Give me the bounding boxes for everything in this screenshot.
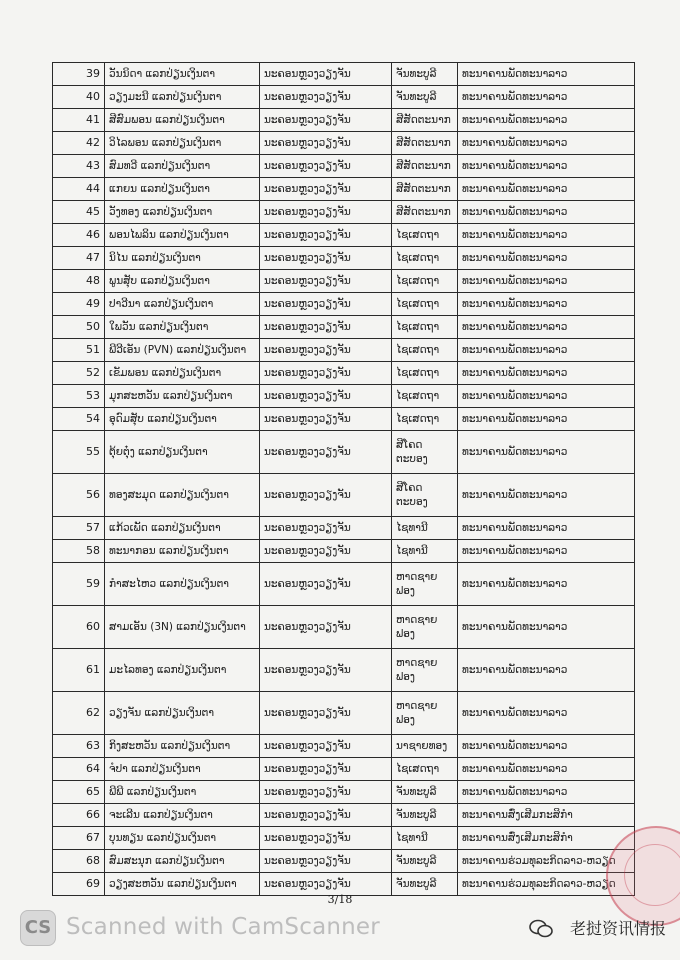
location-cell: ນະຄອນຫຼວງວຽງຈັນ — [260, 178, 392, 201]
bank-cell: ທະນາຄານພັດທະນາລາວ — [458, 155, 635, 178]
table-row — [53, 827, 635, 850]
row-number: 39 — [53, 63, 105, 86]
bank-cell: ທະນາຄານພັດທະນາລາວ — [458, 86, 635, 109]
district-cell — [392, 758, 458, 781]
location-cell: ນະຄອນຫຼວງວຽງຈັນ — [260, 109, 392, 132]
shop-name: ສົມສະນຸກ ແລກປ່ຽນເງິນຕາ — [105, 850, 260, 873]
shop-name: ທະນາກອນ ແລກປ່ຽນເງິນຕາ — [105, 540, 260, 563]
district-line: ໄຊເສດຖາ — [396, 344, 440, 356]
shop-name: ທອງສະມຸດ ແລກປ່ຽນເງິນຕາ — [105, 474, 260, 517]
district-cell — [392, 339, 458, 362]
shop-name: ພີພີ ແລກປ່ຽນເງິນຕາ — [105, 781, 260, 804]
bank-cell: ທະນາຄານພັດທະນາລາວ — [458, 339, 635, 362]
shop-name: ນິໄນ ແລກປ່ຽນເງິນຕາ — [105, 247, 260, 270]
district-line: ໄຊທານີ — [396, 832, 428, 844]
shop-name: ມະໄລທອງ ແລກປ່ຽນເງິນຕາ — [105, 649, 260, 692]
district-cell — [392, 649, 458, 692]
table-row — [53, 385, 635, 408]
district-cell — [392, 270, 458, 293]
bank-cell: ທະນາຄານພັດທະນາລາວ — [458, 606, 635, 649]
district-cell — [392, 850, 458, 873]
camscanner-logo-icon: CS — [20, 910, 56, 946]
district-line: ຈັນທະບູລີ — [396, 855, 437, 867]
district-cell — [392, 431, 458, 474]
district-line: ຫາດຊາຍ — [396, 700, 438, 712]
table-row — [53, 850, 635, 873]
district-cell — [392, 201, 458, 224]
location-cell: ນະຄອນຫຼວງວຽງຈັນ — [260, 339, 392, 362]
page-number: 3/18 — [327, 893, 353, 906]
location-cell: ນະຄອນຫຼວງວຽງຈັນ — [260, 362, 392, 385]
district-cell — [392, 692, 458, 735]
table-row — [53, 692, 635, 735]
shop-name: ກໍາສະໄຫວ ແລກປ່ຽນເງິນຕາ — [105, 563, 260, 606]
row-number: 56 — [53, 474, 105, 517]
row-number: 43 — [53, 155, 105, 178]
bank-cell: ທະນາຄານສົ່ງເສີມກະສິກໍາ — [458, 827, 635, 850]
district-cell — [392, 385, 458, 408]
location-cell: ນະຄອນຫຼວງວຽງຈັນ — [260, 247, 392, 270]
district-cell — [392, 63, 458, 86]
district-line: ສີສັດຕະນາກ — [396, 183, 451, 195]
district-line: ໄຊເສດຖາ — [396, 763, 440, 775]
district-line: ຈັນທະບູລີ — [396, 809, 437, 821]
district-line: ຫາດຊາຍ — [396, 614, 438, 626]
table-row — [53, 735, 635, 758]
district-line: ຈັນທະບູລີ — [396, 68, 437, 80]
bank-cell: ທະນາຄານພັດທະນາລາວ — [458, 431, 635, 474]
district-cell — [392, 804, 458, 827]
location-cell: ນະຄອນຫຼວງວຽງຈັນ — [260, 827, 392, 850]
district-cell — [392, 781, 458, 804]
table-row — [53, 362, 635, 385]
table-body — [53, 63, 635, 896]
bank-cell: ທະນາຄານພັດທະນາລາວ — [458, 781, 635, 804]
bank-cell: ທະນາຄານພັດທະນາລາວ — [458, 224, 635, 247]
shop-name: ພອນໄພລິນ ແລກປ່ຽນເງິນຕາ — [105, 224, 260, 247]
bank-cell: ທະນາຄານພັດທະນາລາວ — [458, 63, 635, 86]
table-row — [53, 316, 635, 339]
watermark-text: 老挝资讯情报 — [569, 919, 666, 938]
district-cell — [392, 517, 458, 540]
location-cell: ນະຄອນຫຼວງວຽງຈັນ — [260, 540, 392, 563]
table-row — [53, 63, 635, 86]
district-line: ຫາດຊາຍ — [396, 657, 438, 669]
bank-cell: ທະນາຄານພັດທະນາລາວ — [458, 293, 635, 316]
district-cell — [392, 474, 458, 517]
wechat-icon — [528, 918, 554, 940]
district-line: ນາຊາຍທອງ — [396, 740, 448, 752]
shop-name: ວຽງຈັນ ແລກປ່ຽນເງິນຕາ — [105, 692, 260, 735]
row-number: 52 — [53, 362, 105, 385]
district-cell — [392, 178, 458, 201]
location-cell: ນະຄອນຫຼວງວຽງຈັນ — [260, 201, 392, 224]
shop-name: ກິງສະຫວັນ ແລກປ່ຽນເງິນຕາ — [105, 735, 260, 758]
row-number: 62 — [53, 692, 105, 735]
shop-name: ຕຸ້ຍຕຸ໋ງ ແລກປ່ຽນເງິນຕາ — [105, 431, 260, 474]
district-line: ສີສັດຕະນາກ — [396, 114, 451, 126]
district-line: ໄຊເສດຖາ — [396, 252, 440, 264]
shop-name: ສາມເອັນ (3N) ແລກປ່ຽນເງິນຕາ — [105, 606, 260, 649]
district-line: ສີສັດຕະນາກ — [396, 137, 451, 149]
district-line: ໄຊເສດຖາ — [396, 413, 440, 425]
location-cell: ນະຄອນຫຼວງວຽງຈັນ — [260, 63, 392, 86]
location-cell: ນະຄອນຫຼວງວຽງຈັນ — [260, 293, 392, 316]
district-line: ສີໂຄດ — [396, 482, 423, 494]
district-cell — [392, 86, 458, 109]
district-line: ຫາດຊາຍ — [396, 571, 438, 583]
bank-cell: ທະນາຄານພັດທະນາລາວ — [458, 247, 635, 270]
row-number: 57 — [53, 517, 105, 540]
district-cell — [392, 827, 458, 850]
table-row — [53, 781, 635, 804]
table-row — [53, 109, 635, 132]
table-row — [53, 431, 635, 474]
district-line: ຕະບອງ — [396, 496, 428, 508]
row-number: 59 — [53, 563, 105, 606]
district-line: ໄຊເສດຖາ — [396, 390, 440, 402]
district-cell — [392, 362, 458, 385]
row-number: 66 — [53, 804, 105, 827]
table-row — [53, 517, 635, 540]
shop-name: ແກຍນ ແລກປ່ຽນເງິນຕາ — [105, 178, 260, 201]
district-line: ຟອງ — [396, 585, 415, 597]
location-cell: ນະຄອນຫຼວງວຽງຈັນ — [260, 873, 392, 896]
row-number: 45 — [53, 201, 105, 224]
shop-name: ວຽງສະຫວັນ ແລກປ່ຽນເງິນຕາ — [105, 873, 260, 896]
bank-cell: ທະນາຄານພັດທະນາລາວ — [458, 132, 635, 155]
bank-cell: ທະນາຄານພັດທະນາລາວ — [458, 735, 635, 758]
row-number: 40 — [53, 86, 105, 109]
district-line: ໄຊເສດຖາ — [396, 298, 440, 310]
location-cell: ນະຄອນຫຼວງວຽງຈັນ — [260, 132, 392, 155]
location-cell: ນະຄອນຫຼວງວຽງຈັນ — [260, 735, 392, 758]
district-line: ຟອງ — [396, 671, 415, 683]
district-line: ສີສັດຕະນາກ — [396, 206, 451, 218]
district-line: ໄຊເສດຖາ — [396, 275, 440, 287]
bank-cell: ທະນາຄານພັດທະນາລາວ — [458, 517, 635, 540]
row-number: 67 — [53, 827, 105, 850]
district-line: ໄຊເສດຖາ — [396, 229, 440, 241]
shop-name: ມຸກສະຫວັນ ແລກປ່ຽນເງິນຕາ — [105, 385, 260, 408]
row-number: 68 — [53, 850, 105, 873]
location-cell: ນະຄອນຫຼວງວຽງຈັນ — [260, 563, 392, 606]
bank-cell: ທະນາຄານພັດທະນາລາວ — [458, 270, 635, 293]
table-row — [53, 540, 635, 563]
shop-name: ປາວີນາ ແລກປ່ຽນເງິນຕາ — [105, 293, 260, 316]
shop-name: ພູນສຸັບ ແລກປ່ຽນເງິນຕາ — [105, 270, 260, 293]
row-number: 61 — [53, 649, 105, 692]
table-row — [53, 474, 635, 517]
table-row — [53, 132, 635, 155]
row-number: 65 — [53, 781, 105, 804]
table-row — [53, 86, 635, 109]
row-number: 50 — [53, 316, 105, 339]
scanned-with-text: Scanned with CamScanner — [66, 914, 380, 940]
location-cell: ນະຄອນຫຼວງວຽງຈັນ — [260, 692, 392, 735]
bank-cell: ທະນາຄານພັດທະນາລາວ — [458, 563, 635, 606]
district-cell — [392, 132, 458, 155]
bank-cell: ທະນາຄານພັດທະນາລາວ — [458, 178, 635, 201]
district-line: ສີໂຄດ — [396, 439, 423, 451]
scanner-footer — [0, 900, 680, 960]
row-number: 44 — [53, 178, 105, 201]
row-number: 53 — [53, 385, 105, 408]
district-line: ຈັນທະບູລີ — [396, 91, 437, 103]
shop-name: ວຽງມະນີ ແລກປ່ຽນເງິນຕາ — [105, 86, 260, 109]
bank-cell: ທະນາຄານພັດທະນາລາວ — [458, 201, 635, 224]
district-line: ຟອງ — [396, 714, 415, 726]
district-cell — [392, 155, 458, 178]
row-number: 69 — [53, 873, 105, 896]
table-row — [53, 247, 635, 270]
table-row — [53, 201, 635, 224]
district-line: ໄຊເສດຖາ — [396, 321, 440, 333]
district-line: ຟອງ — [396, 628, 415, 640]
table-row — [53, 293, 635, 316]
shop-name: ຈໍປາ ແລກປ່ຽນເງິນຕາ — [105, 758, 260, 781]
location-cell: ນະຄອນຫຼວງວຽງຈັນ — [260, 758, 392, 781]
district-line: ໄຊທານີ — [396, 545, 428, 557]
table-row — [53, 408, 635, 431]
row-number: 42 — [53, 132, 105, 155]
location-cell: ນະຄອນຫຼວງວຽງຈັນ — [260, 86, 392, 109]
district-cell — [392, 316, 458, 339]
district-line: ໄຊທານີ — [396, 522, 428, 534]
district-cell — [392, 735, 458, 758]
table-row — [53, 270, 635, 293]
location-cell: ນະຄອນຫຼວງວຽງຈັນ — [260, 155, 392, 178]
location-cell: ນະຄອນຫຼວງວຽງຈັນ — [260, 850, 392, 873]
location-cell: ນະຄອນຫຼວງວຽງຈັນ — [260, 649, 392, 692]
shop-name: ໃພວັນ ແລກປ່ຽນເງິນຕາ — [105, 316, 260, 339]
district-line: ຕະບອງ — [396, 453, 428, 465]
shop-name: ບຸນທຽນ ແລກປ່ຽນເງິນຕາ — [105, 827, 260, 850]
district-line: ຈັນທະບູລີ — [396, 786, 437, 798]
district-cell — [392, 563, 458, 606]
row-number: 51 — [53, 339, 105, 362]
row-number: 64 — [53, 758, 105, 781]
row-number: 55 — [53, 431, 105, 474]
table-row — [53, 758, 635, 781]
row-number: 60 — [53, 606, 105, 649]
district-line: ສີສັດຕະນາກ — [396, 160, 451, 172]
bank-cell: ທະນາຄານພັດທະນາລາວ — [458, 316, 635, 339]
bank-cell: ທະນາຄານສົ່ງເສີມກະສິກໍາ — [458, 804, 635, 827]
table-row — [53, 563, 635, 606]
bank-cell: ທະນາຄານພັດທະນາລາວ — [458, 362, 635, 385]
bank-cell: ທະນາຄານພັດທະນາລາວ — [458, 109, 635, 132]
location-cell: ນະຄອນຫຼວງວຽງຈັນ — [260, 781, 392, 804]
row-number: 41 — [53, 109, 105, 132]
shop-name: ເຂັມພອນ ແລກປ່ຽນເງິນຕາ — [105, 362, 260, 385]
location-cell: ນະຄອນຫຼວງວຽງຈັນ — [260, 270, 392, 293]
location-cell: ນະຄອນຫຼວງວຽງຈັນ — [260, 606, 392, 649]
bank-cell: ທະນາຄານຮ່ວມທຸລະກິດລາວ-ຫວຽດ — [458, 873, 635, 896]
shop-name: ສີສົມພອນ ແລກປ່ຽນເງິນຕາ — [105, 109, 260, 132]
district-cell — [392, 224, 458, 247]
row-number: 54 — [53, 408, 105, 431]
location-cell: ນະຄອນຫຼວງວຽງຈັນ — [260, 408, 392, 431]
district-cell — [392, 247, 458, 270]
location-cell: ນະຄອນຫຼວງວຽງຈັນ — [260, 316, 392, 339]
district-cell — [392, 408, 458, 431]
exchange-list-table — [52, 62, 635, 896]
bank-cell: ທະນາຄານພັດທະນາລາວ — [458, 540, 635, 563]
row-number: 47 — [53, 247, 105, 270]
table-row — [53, 649, 635, 692]
shop-name: ວັນນິດາ ແລກປ່ຽນເງິນຕາ — [105, 63, 260, 86]
district-cell — [392, 293, 458, 316]
location-cell: ນະຄອນຫຼວງວຽງຈັນ — [260, 474, 392, 517]
bank-cell: ທະນາຄານພັດທະນາລາວ — [458, 758, 635, 781]
bank-cell: ທະນາຄານຮ່ວມທຸລະກິດລາວ-ຫວຽດ — [458, 850, 635, 873]
bank-cell: ທະນາຄານພັດທະນາລາວ — [458, 474, 635, 517]
row-number: 49 — [53, 293, 105, 316]
table-row — [53, 178, 635, 201]
shop-name: ອຸດົມສຸັບ ແລກປ່ຽນເງິນຕາ — [105, 408, 260, 431]
row-number: 58 — [53, 540, 105, 563]
row-number: 63 — [53, 735, 105, 758]
table-row — [53, 339, 635, 362]
row-number: 46 — [53, 224, 105, 247]
district-line: ໄຊເສດຖາ — [396, 367, 440, 379]
district-cell — [392, 540, 458, 563]
location-cell: ນະຄອນຫຼວງວຽງຈັນ — [260, 385, 392, 408]
row-number: 48 — [53, 270, 105, 293]
shop-name: ສົມທວີ ແລກປ່ຽນເງິນຕາ — [105, 155, 260, 178]
location-cell: ນະຄອນຫຼວງວຽງຈັນ — [260, 517, 392, 540]
shop-name: ຈະເລີນ ແລກປ່ຽນເງິນຕາ — [105, 804, 260, 827]
district-cell — [392, 606, 458, 649]
table-row — [53, 155, 635, 178]
shop-name: ແກ້ວເພັດ ແລກປ່ຽນເງິນຕາ — [105, 517, 260, 540]
district-line: ຈັນທະບູລີ — [396, 878, 437, 890]
shop-name: ວິໄລພອນ ແລກປ່ຽນເງິນຕາ — [105, 132, 260, 155]
location-cell: ນະຄອນຫຼວງວຽງຈັນ — [260, 431, 392, 474]
table-row — [53, 804, 635, 827]
table-row — [53, 224, 635, 247]
bank-cell: ທະນາຄານພັດທະນາລາວ — [458, 692, 635, 735]
bank-cell: ທະນາຄານພັດທະນາລາວ — [458, 385, 635, 408]
bank-cell: ທະນາຄານພັດທະນາລາວ — [458, 649, 635, 692]
table-row — [53, 606, 635, 649]
bank-cell: ທະນາຄານພັດທະນາລາວ — [458, 408, 635, 431]
location-cell: ນະຄອນຫຼວງວຽງຈັນ — [260, 224, 392, 247]
district-cell — [392, 109, 458, 132]
shop-name: ວັງທອງ ແລກປ່ຽນເງິນຕາ — [105, 201, 260, 224]
shop-name: ພີວີເອັນ (PVN) ແລກປ່ຽນເງິນຕາ — [105, 339, 260, 362]
location-cell: ນະຄອນຫຼວງວຽງຈັນ — [260, 804, 392, 827]
